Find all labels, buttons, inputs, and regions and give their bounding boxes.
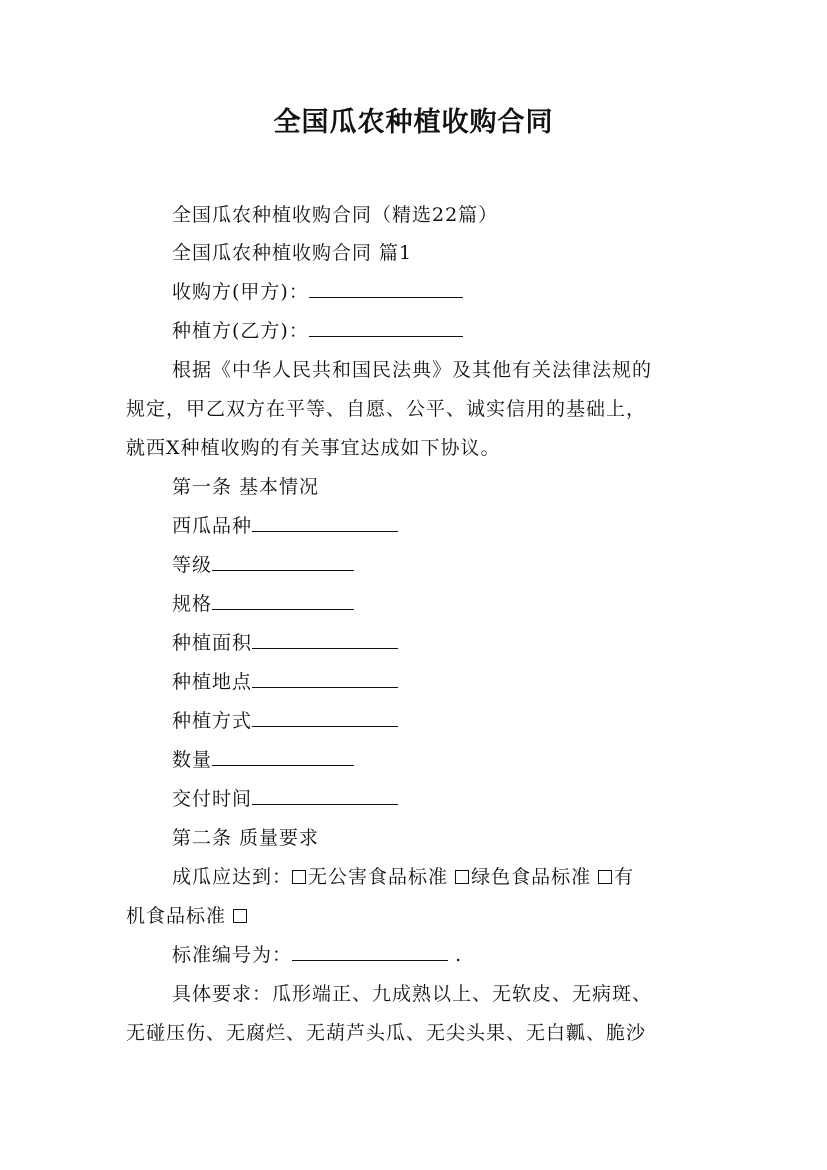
delivery-label: 交付时间 (172, 788, 253, 810)
standard-number-blank (292, 942, 448, 961)
article-2-heading: 第二条 质量要求 (172, 827, 320, 849)
spec-line (172, 589, 354, 616)
quality-line-2 (126, 901, 249, 928)
paragraph-1-line-3: 就西X种植收购的有关事宜达成如下协议。 (126, 437, 501, 459)
pollution-free-checkbox[interactable] (292, 870, 306, 884)
article-1-heading: 第一条 基本情况 (172, 476, 320, 498)
standard-number-label: 标准编号为： (172, 944, 293, 966)
quality-prefix: 成瓜应达到： (172, 866, 293, 888)
requirements-line-2: 无碰压伤、无腐烂、无葫芦头瓜、无尖头果、无白瓤、脆沙 (126, 1022, 647, 1044)
green-food-checkbox[interactable] (455, 870, 469, 884)
standard-number-period: . (455, 944, 463, 966)
spec-blank (212, 591, 354, 610)
delivery-line (172, 784, 398, 811)
method-label: 种植方式 (172, 710, 253, 732)
grade-blank (212, 552, 354, 571)
paragraph-1-line-2: 规定，甲乙双方在平等、自愿、公平、诚实信用的基础上， (126, 398, 647, 420)
grower-line (172, 316, 463, 343)
quantity-blank (212, 747, 354, 766)
area-label: 种植面积 (172, 632, 253, 654)
paragraph-1-line-1: 根据《中华人民共和国民法典》及其他有关法律法规的 (172, 359, 653, 381)
organic-label-part-2: 机食品标准 (126, 905, 227, 927)
buyer-line (172, 277, 463, 304)
grower-label: 种植方(乙方)： (172, 320, 309, 342)
quality-line-1 (172, 862, 634, 889)
other-standard-checkbox[interactable] (233, 909, 247, 923)
quantity-label: 数量 (172, 749, 213, 771)
pollution-free-label: 无公害食品标准 (308, 866, 449, 888)
variety-blank (252, 513, 398, 532)
method-line (172, 706, 398, 733)
quantity-line (172, 745, 354, 772)
buyer-label: 收购方(甲方)： (172, 281, 309, 303)
grower-blank (309, 318, 463, 337)
requirements-line-1: 具体要求：瓜形端正、九成熟以上、无软皮、无病斑、 (172, 983, 653, 1005)
location-line (172, 667, 398, 694)
variety-line (172, 511, 398, 538)
document-title: 全国瓜农种植收购合同 (273, 107, 554, 138)
subtitle: 全国瓜农种植收购合同（精选22篇） (172, 204, 499, 226)
buyer-blank (309, 279, 463, 298)
grade-label: 等级 (172, 554, 213, 576)
location-blank (252, 669, 398, 688)
grade-line (172, 550, 354, 577)
organic-label-part-1: 有 (614, 866, 635, 888)
location-label: 种植地点 (172, 671, 253, 693)
standard-number-line (172, 940, 462, 967)
part-heading: 全国瓜农种植收购合同 篇1 (172, 242, 413, 264)
spec-label: 规格 (172, 593, 213, 615)
area-blank (252, 630, 398, 649)
organic-checkbox[interactable] (598, 870, 612, 884)
variety-label: 西瓜品种 (172, 515, 253, 537)
delivery-blank (252, 786, 398, 805)
area-line (172, 628, 398, 655)
green-food-label: 绿色食品标准 (471, 866, 592, 888)
method-blank (252, 708, 398, 727)
